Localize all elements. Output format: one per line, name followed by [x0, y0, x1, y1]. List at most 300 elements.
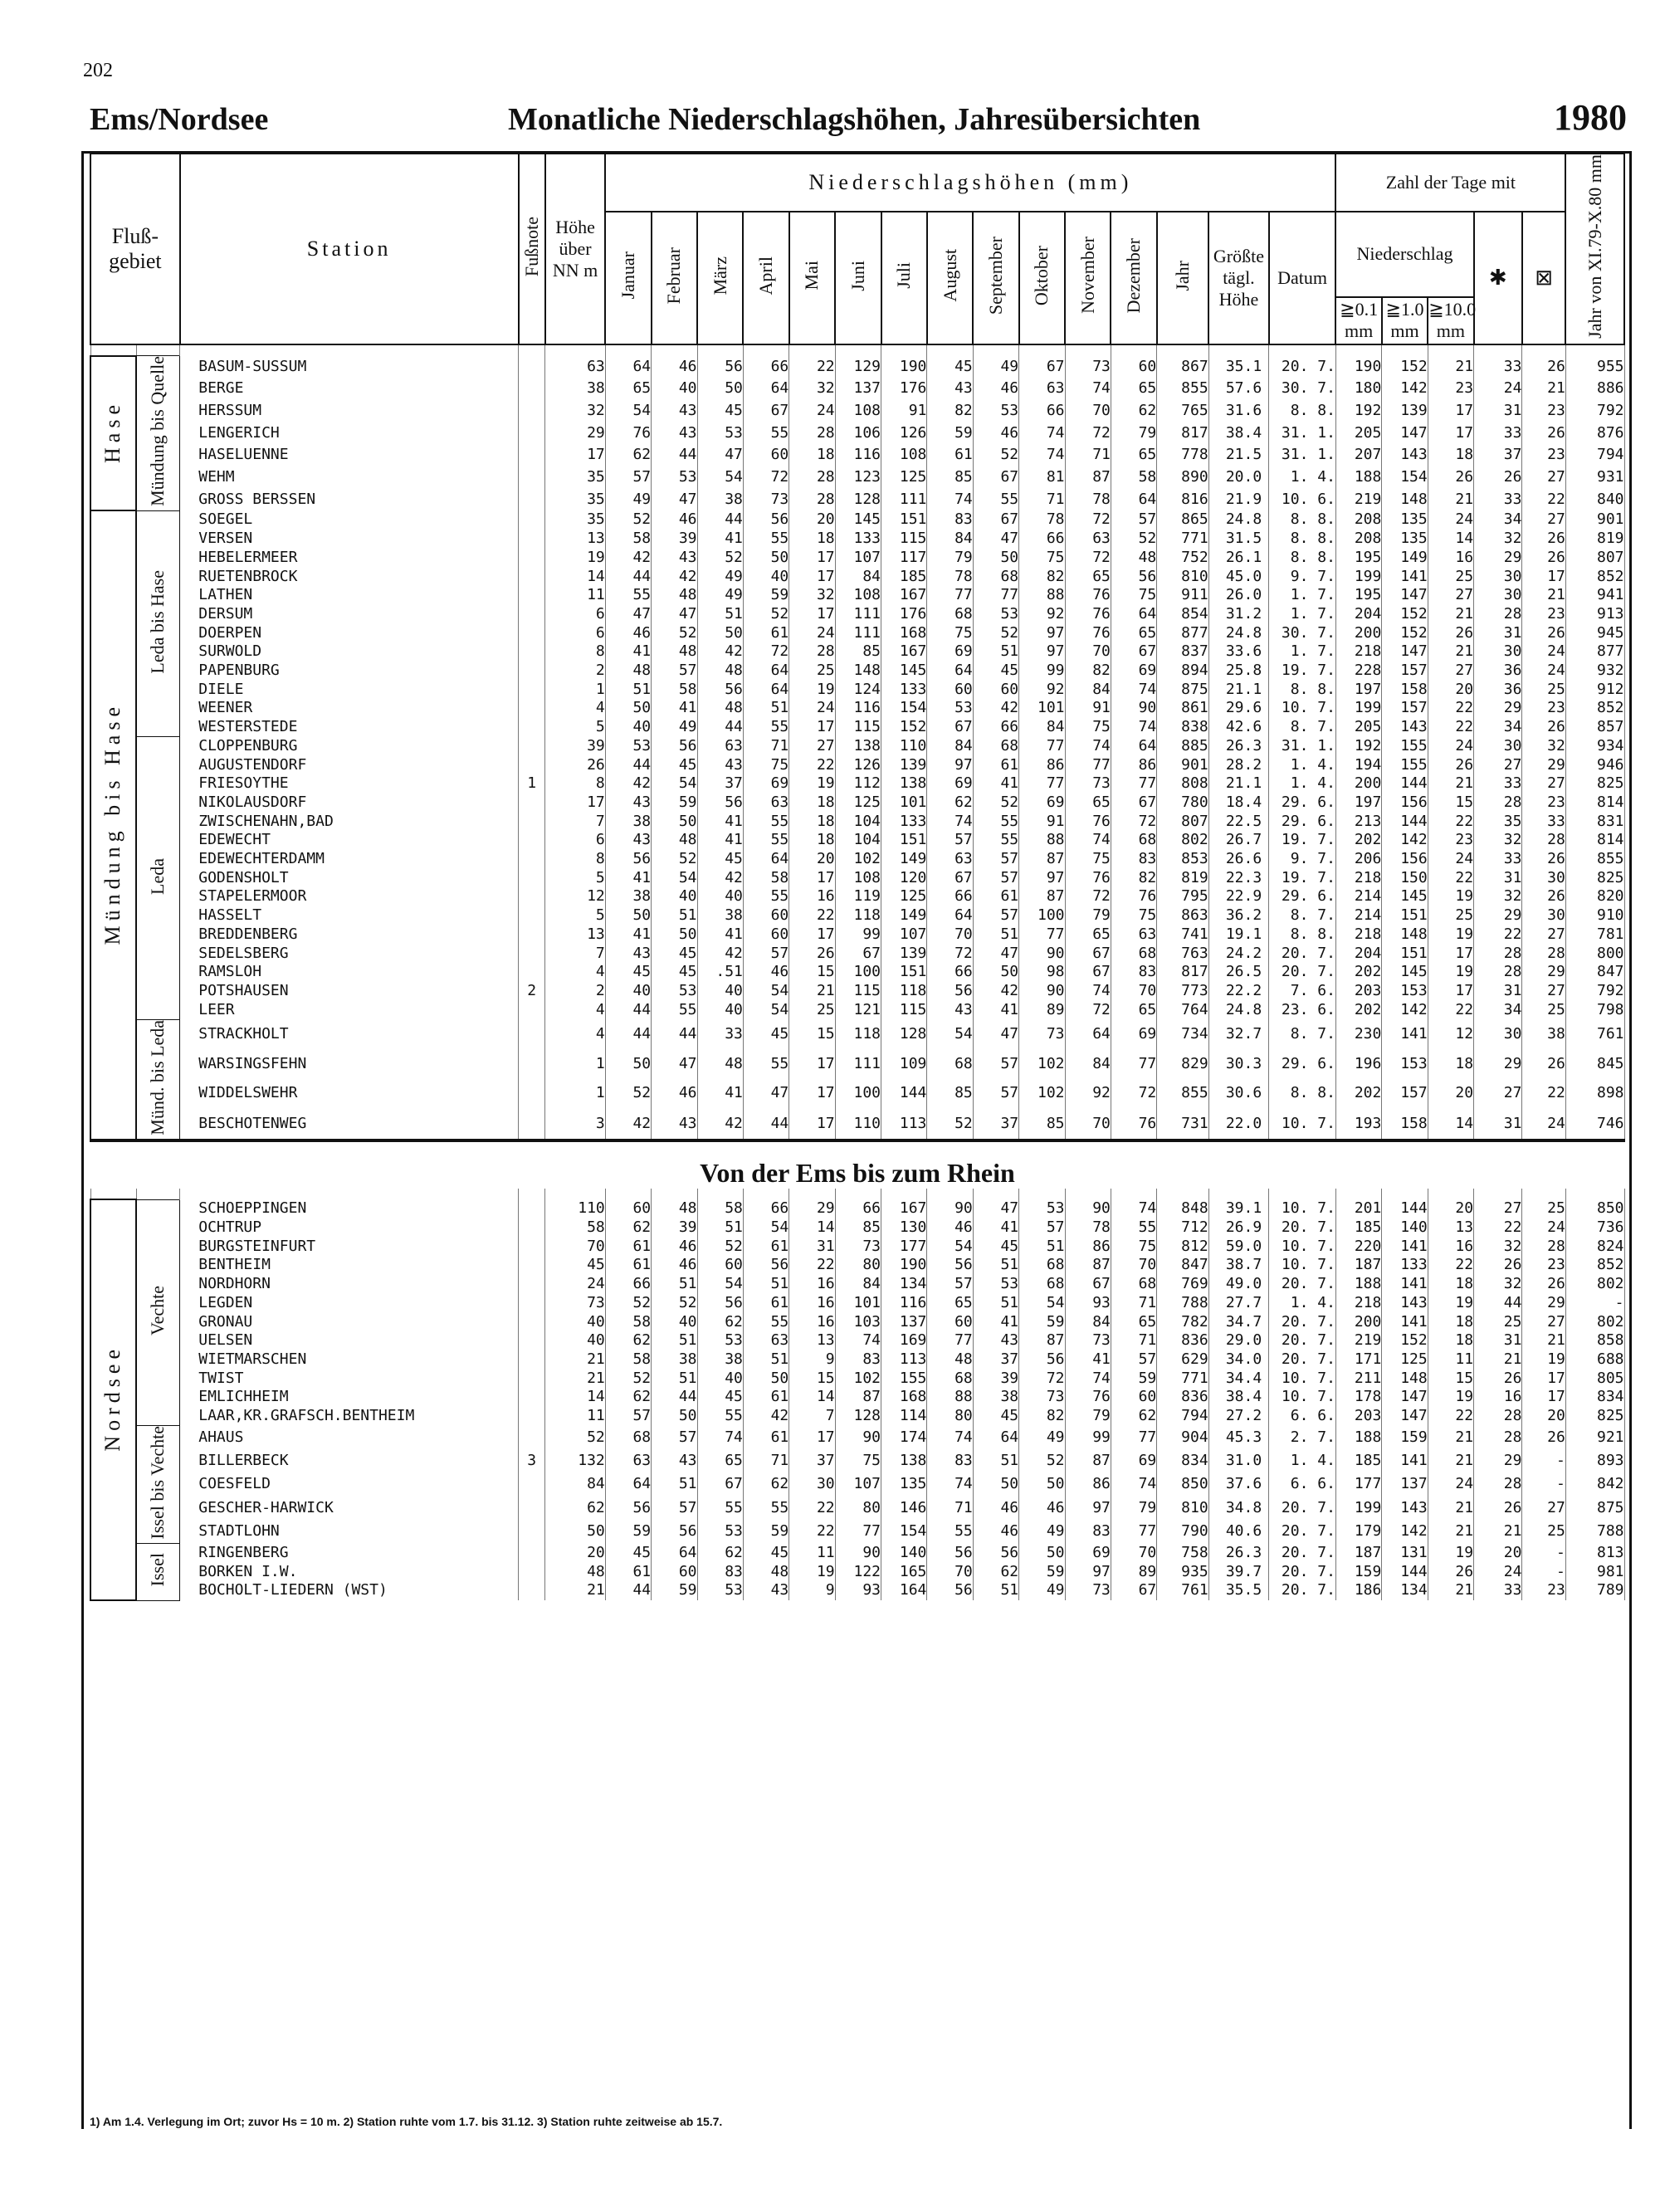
station-name: EDEWECHTERDAMM: [180, 850, 519, 869]
cell-value: 60: [1111, 356, 1156, 378]
cell-value: 1. 4.: [1269, 756, 1336, 775]
footnote: 1) Am 1.4. Verlegung im Ort; zuvor Hs = 10 m. 2) Station ruhte vom 1.7. bis 31.12. 3) Station ruhte zeitweise ab 15.7.: [90, 2115, 723, 2128]
cell-value: 65: [1111, 624, 1156, 643]
footnote-ref: [519, 510, 545, 530]
cell-value: 38.4: [1208, 1388, 1269, 1407]
cell-value: 8. 7.: [1269, 1019, 1336, 1049]
cell-value: 8. 8.: [1269, 925, 1336, 945]
cell-value: 85: [927, 1079, 973, 1109]
cell-value: 74: [1065, 737, 1111, 756]
table-row: [90, 906, 1624, 925]
footnote-ref: [519, 1199, 545, 1218]
cell-value: 40: [545, 1331, 606, 1350]
cell-value: 910: [1565, 906, 1624, 925]
cell-value: 41: [697, 925, 743, 945]
cell-value: 62: [605, 1218, 651, 1238]
cell-value: 74: [1065, 378, 1111, 400]
cell-value: 65: [1111, 1001, 1156, 1020]
cell-value: 36: [1474, 662, 1522, 681]
cell-value: 167: [881, 1199, 927, 1218]
table-row: [90, 718, 1624, 737]
cell-value: 51: [652, 1275, 697, 1294]
footnote-ref: [519, 1218, 545, 1238]
cell-value: 63: [1019, 378, 1065, 400]
cell-value: 41: [697, 813, 743, 832]
cell-value: 32: [1474, 887, 1522, 906]
cell-value: 99: [835, 925, 881, 945]
cell-value: 70: [545, 1238, 606, 1257]
cell-value: 126: [881, 422, 927, 445]
cell-value: 64: [743, 850, 788, 869]
cell-value: 143: [1382, 1497, 1428, 1520]
cell-value: 28: [1522, 1238, 1565, 1257]
cell-value: 10. 7.: [1269, 1388, 1336, 1407]
cell-value: 40: [697, 1001, 743, 1020]
cell-value: 44: [652, 1388, 697, 1407]
cell-value: 66: [927, 963, 973, 982]
cell-value: 213: [1335, 813, 1381, 832]
station-name: BURGSTEINFURT: [180, 1238, 519, 1257]
cell-value: 154: [881, 1520, 927, 1543]
cell-value: 43: [652, 549, 697, 568]
cell-value: 101: [881, 793, 927, 813]
cell-value: 42.6: [1208, 718, 1269, 737]
cell-value: 19. 7.: [1269, 831, 1336, 850]
cell-value: 941: [1565, 586, 1624, 605]
cell-value: 30. 7.: [1269, 378, 1336, 400]
cell-value: 66: [1019, 400, 1065, 422]
cell-value: 48: [545, 1563, 606, 1582]
cell-value: 3: [545, 1108, 606, 1140]
cell-value: 157: [1382, 1079, 1428, 1109]
cell-value: 64: [1065, 1019, 1111, 1049]
cell-value: 85: [1019, 1108, 1065, 1140]
footnote-ref: [519, 662, 545, 681]
cell-value: 837: [1157, 642, 1208, 662]
cell-value: 50: [743, 1370, 788, 1389]
cell-value: 852: [1565, 1256, 1624, 1275]
cell-value: 41: [697, 1079, 743, 1109]
cell-value: 132: [545, 1449, 606, 1472]
cell-value: 80: [835, 1497, 881, 1520]
cell-value: 48: [652, 642, 697, 662]
cell-value: 29. 6.: [1269, 1049, 1336, 1079]
cell-value: 38: [697, 489, 743, 511]
cell-value: 17: [1522, 1388, 1565, 1407]
cell-value: 83: [1111, 963, 1156, 982]
cell-value: 86: [1111, 756, 1156, 775]
header-month-februar: Februar: [652, 212, 697, 344]
cell-value: 109: [881, 1049, 927, 1079]
cell-value: 53: [697, 1581, 743, 1600]
cell-value: 27: [1474, 756, 1522, 775]
cell-value: 59: [1019, 1313, 1065, 1332]
cell-value: 41: [697, 831, 743, 850]
cell-value: 45: [973, 1407, 1018, 1426]
cell-value: 67: [1111, 793, 1156, 813]
station-name: NIKOLAUSDORF: [180, 793, 519, 813]
cell-value: 807: [1157, 813, 1208, 832]
cell-value: 31.2: [1208, 605, 1269, 624]
cell-value: 70: [1111, 1544, 1156, 1563]
cell-value: 31: [789, 1238, 835, 1257]
cell-value: 60: [743, 925, 788, 945]
cell-value: 19.1: [1208, 925, 1269, 945]
cell-value: 56: [927, 982, 973, 1001]
cell-value: 27: [1522, 1313, 1565, 1332]
cell-value: 22: [1522, 489, 1565, 511]
cell-value: 877: [1157, 624, 1208, 643]
cell-value: 28: [1474, 1473, 1522, 1497]
cell-value: 77: [1019, 925, 1065, 945]
cell-value: 24: [1522, 1218, 1565, 1238]
cell-value: 27: [1522, 510, 1565, 530]
cell-value: 44: [1474, 1294, 1522, 1313]
cell-value: 19: [1522, 1350, 1565, 1370]
cell-value: 52: [927, 1108, 973, 1140]
cell-value: 50: [1019, 1544, 1065, 1563]
cell-value: 788: [1565, 1520, 1624, 1543]
station-name: HEBELERMEER: [180, 549, 519, 568]
cell-value: 150: [1382, 869, 1428, 888]
cell-value: 18: [789, 813, 835, 832]
cell-value: 26: [1428, 466, 1473, 489]
cell-value: 44: [697, 718, 743, 737]
cell-value: 22: [1474, 925, 1522, 945]
cell-value: 901: [1157, 756, 1208, 775]
cell-value: 8. 7.: [1269, 906, 1336, 925]
cell-value: 60: [1111, 1388, 1156, 1407]
cell-value: 35: [545, 510, 606, 530]
cell-value: 38: [545, 378, 606, 400]
cell-value: 26: [1474, 466, 1522, 489]
cell-value: 47: [697, 444, 743, 466]
cell-value: 13: [1428, 1218, 1473, 1238]
cell-value: 147: [1382, 586, 1428, 605]
cell-value: 82: [1019, 1407, 1065, 1426]
station-name: LAAR,KR.GRAFSCH.BENTHEIM: [180, 1407, 519, 1426]
cell-value: 850: [1157, 1473, 1208, 1497]
table-row: [90, 1331, 1624, 1350]
cell-value: 20. 7.: [1269, 1313, 1336, 1332]
cell-value: 54: [652, 869, 697, 888]
cell-value: 798: [1565, 1001, 1624, 1020]
cell-value: 56: [605, 850, 651, 869]
cell-value: 10. 7.: [1269, 1238, 1336, 1257]
cell-value: 218: [1335, 642, 1381, 662]
cell-value: 90: [1065, 1199, 1111, 1218]
cell-value: 83: [1111, 850, 1156, 869]
footnote-ref: [519, 1473, 545, 1497]
cell-value: 64: [743, 662, 788, 681]
table-row: [90, 1370, 1624, 1389]
cell-value: 20: [1522, 1407, 1565, 1426]
cell-value: 31: [1474, 624, 1522, 643]
cell-value: 56: [605, 1497, 651, 1520]
cell-value: 845: [1565, 1049, 1624, 1079]
cell-value: 19: [789, 1563, 835, 1582]
cell-value: 22.9: [1208, 887, 1269, 906]
cell-value: 47: [973, 530, 1018, 549]
cell-value: 218: [1335, 1294, 1381, 1313]
cell-value: 71: [1111, 1294, 1156, 1313]
cell-value: 773: [1157, 982, 1208, 1001]
cell-value: 29. 6.: [1269, 813, 1336, 832]
cell-value: 24.8: [1208, 624, 1269, 643]
cell-value: 159: [1382, 1426, 1428, 1449]
cell-value: 26: [1522, 624, 1565, 643]
cell-value: 32: [1474, 831, 1522, 850]
station-name: BILLERBECK: [180, 1449, 519, 1472]
cell-value: 83: [835, 1350, 881, 1370]
cell-value: 21: [1522, 586, 1565, 605]
table-row: [90, 378, 1624, 400]
cell-value: 71: [743, 1449, 788, 1472]
cell-value: 67: [835, 945, 881, 964]
cell-value: 37: [973, 1350, 1018, 1370]
cell-value: 73: [545, 1294, 606, 1313]
cell-value: 26: [1522, 422, 1565, 445]
cell-value: 78: [1065, 1218, 1111, 1238]
cell-value: 90: [835, 1544, 881, 1563]
cell-value: 89: [1019, 1001, 1065, 1020]
cell-value: 75: [743, 756, 788, 775]
cell-value: 62: [697, 1544, 743, 1563]
cell-value: 102: [1019, 1049, 1065, 1079]
cell-value: 111: [835, 605, 881, 624]
cell-value: 113: [881, 1108, 927, 1140]
footnote-ref: [519, 1079, 545, 1109]
cell-value: 141: [1382, 1313, 1428, 1332]
cell-value: 41: [973, 1001, 1018, 1020]
cell-value: 98: [1019, 963, 1065, 982]
cell-value: 48: [697, 699, 743, 718]
footnote-ref: [519, 1563, 545, 1582]
table-row: [90, 1388, 1624, 1407]
cell-value: 17: [1428, 422, 1473, 445]
cell-value: 40: [545, 1313, 606, 1332]
cell-value: 43: [652, 1108, 697, 1140]
cell-value: 7: [545, 945, 606, 964]
cell-value: 64: [973, 1426, 1018, 1449]
header-month-august: August: [927, 212, 973, 344]
cell-value: 49: [652, 718, 697, 737]
cell-value: 2: [545, 662, 606, 681]
cell-value: 14: [1428, 530, 1473, 549]
station-name: EDEWECHT: [180, 831, 519, 850]
cell-value: 24: [1474, 378, 1522, 400]
cell-value: 65: [1111, 378, 1156, 400]
cell-value: 133: [835, 530, 881, 549]
cell-value: 84: [1019, 718, 1065, 737]
cell-value: 9. 7.: [1269, 568, 1336, 587]
cell-value: 855: [1157, 1079, 1208, 1109]
cell-value: 15: [1428, 793, 1473, 813]
cell-value: 190: [1335, 356, 1381, 378]
cell-value: 56: [697, 681, 743, 700]
header-fussnote: Fußnote: [519, 154, 545, 344]
cell-value: 91: [1065, 699, 1111, 718]
station-name: COESFELD: [180, 1473, 519, 1497]
cell-value: 76: [1065, 1388, 1111, 1407]
cell-value: 11: [1428, 1350, 1473, 1370]
cell-value: 877: [1565, 642, 1624, 662]
cell-value: 49: [1019, 1426, 1065, 1449]
cell-value: 21: [1522, 1331, 1565, 1350]
cell-value: 177: [1335, 1473, 1381, 1497]
cell-value: 90: [1019, 982, 1065, 1001]
cell-value: 65: [697, 1449, 743, 1472]
cell-value: 91: [1019, 813, 1065, 832]
cell-value: 68: [1111, 945, 1156, 964]
cell-value: 206: [1335, 850, 1381, 869]
cell-value: 8. 8.: [1269, 549, 1336, 568]
cell-value: 30. 7.: [1269, 624, 1336, 643]
cell-value: 25: [1522, 681, 1565, 700]
cell-value: 53: [697, 1520, 743, 1543]
cell-value: 17: [789, 869, 835, 888]
cell-value: 72: [1065, 549, 1111, 568]
region-title: Ems/Nordsee: [90, 102, 269, 137]
cell-value: 53: [697, 1331, 743, 1350]
cell-value: 130: [881, 1218, 927, 1238]
cell-value: 21: [1428, 1497, 1473, 1520]
cell-value: 1: [545, 681, 606, 700]
cell-value: 21: [1428, 1581, 1473, 1600]
cell-value: 29: [545, 422, 606, 445]
header-niederschlag: Niederschlag: [1335, 212, 1473, 297]
cell-value: 23: [1522, 793, 1565, 813]
cell-value: 102: [835, 1370, 881, 1389]
cell-value: 46: [652, 1256, 697, 1275]
cell-value: 893: [1565, 1449, 1624, 1472]
cell-value: 688: [1565, 1350, 1624, 1370]
table-row: [90, 605, 1624, 624]
cell-value: 817: [1157, 963, 1208, 982]
cell-value: 77: [835, 1520, 881, 1543]
cell-value: 75: [1019, 549, 1065, 568]
cell-value: 50: [652, 1407, 697, 1426]
cell-value: 21.1: [1208, 681, 1269, 700]
cell-value: 51: [743, 1350, 788, 1370]
cell-value: 115: [881, 1001, 927, 1020]
cell-value: 56: [973, 1544, 1018, 1563]
cell-value: 97: [1019, 869, 1065, 888]
cell-value: 59: [605, 1520, 651, 1543]
cell-value: 99: [1019, 662, 1065, 681]
cell-value: 52: [973, 444, 1018, 466]
footnote-ref: [519, 1497, 545, 1520]
footnote-ref: [519, 1426, 545, 1449]
cell-value: 90: [927, 1199, 973, 1218]
cell-value: 230: [1335, 1019, 1381, 1049]
cell-value: 33: [1474, 422, 1522, 445]
header-month-januar: Januar: [605, 212, 651, 344]
cell-value: 151: [1382, 906, 1428, 925]
cell-value: 33: [1474, 774, 1522, 793]
cell-value: 51: [652, 1331, 697, 1350]
cell-value: 4: [545, 1001, 606, 1020]
cell-value: 115: [835, 982, 881, 1001]
cell-value: 4: [545, 1019, 606, 1049]
cell-value: 176: [881, 605, 927, 624]
cell-value: 75: [1111, 1238, 1156, 1257]
cell-value: 45: [697, 1388, 743, 1407]
cell-value: 55: [973, 489, 1018, 511]
cell-value: 134: [881, 1275, 927, 1294]
cell-value: 42: [973, 699, 1018, 718]
cell-value: 86: [1065, 1238, 1111, 1257]
cell-value: 45: [605, 963, 651, 982]
cell-value: 65: [1111, 1313, 1156, 1332]
cell-value: 24: [1428, 737, 1473, 756]
cell-value: 27: [1428, 586, 1473, 605]
cell-value: 140: [1382, 1218, 1428, 1238]
cell-value: 27: [1522, 925, 1565, 945]
cell-value: 64: [743, 378, 788, 400]
cell-value: 1. 7.: [1269, 586, 1336, 605]
cell-value: 118: [835, 1019, 881, 1049]
cell-value: 47: [652, 1049, 697, 1079]
cell-value: 73: [743, 489, 788, 511]
cell-value: 55: [743, 1497, 788, 1520]
cell-value: 9: [789, 1350, 835, 1370]
cell-value: 55: [743, 1049, 788, 1079]
cell-value: 27: [1474, 1079, 1522, 1109]
station-name: STADTLOHN: [180, 1520, 519, 1543]
cell-value: 82: [1111, 869, 1156, 888]
cell-value: 42: [973, 982, 1018, 1001]
footnote-ref: [519, 737, 545, 756]
cell-value: 90: [1111, 699, 1156, 718]
cell-value: 100: [835, 963, 881, 982]
cell-value: 193: [1335, 1108, 1381, 1140]
cell-value: 51: [973, 925, 1018, 945]
group-muendung-bis-hase: Mündung bis Hase: [90, 510, 136, 1140]
table-row: [90, 1563, 1624, 1582]
cell-value: 20. 7.: [1269, 945, 1336, 964]
cell-value: 52: [1019, 1449, 1065, 1472]
cell-value: 63: [1065, 530, 1111, 549]
cell-value: 87: [1065, 1256, 1111, 1275]
cell-value: 819: [1565, 530, 1624, 549]
cell-value: 853: [1157, 850, 1208, 869]
cell-value: 144: [1382, 774, 1428, 793]
cell-value: 23: [1428, 831, 1473, 850]
cell-value: 17: [1428, 400, 1473, 422]
cell-value: 848: [1157, 1199, 1208, 1218]
cell-value: 30.3: [1208, 1049, 1269, 1079]
cell-value: 52: [652, 850, 697, 869]
cell-value: 901: [1565, 510, 1624, 530]
cell-value: 75: [835, 1449, 881, 1472]
cell-value: 21: [789, 982, 835, 1001]
cell-value: 17: [1522, 1370, 1565, 1389]
cell-value: 56: [652, 1520, 697, 1543]
cell-value: 38.7: [1208, 1256, 1269, 1275]
cell-value: 17: [789, 1079, 835, 1109]
table-row: [90, 642, 1624, 662]
cell-value: 782: [1157, 1313, 1208, 1332]
cell-value: 74: [1111, 1473, 1156, 1497]
cell-value: 55: [743, 422, 788, 445]
table-row: [90, 1581, 1624, 1600]
cell-value: 75: [1065, 850, 1111, 869]
cell-value: 83: [927, 510, 973, 530]
cell-value: 54: [605, 400, 651, 422]
cell-value: 17: [1428, 945, 1473, 964]
cell-value: 22: [789, 1520, 835, 1543]
